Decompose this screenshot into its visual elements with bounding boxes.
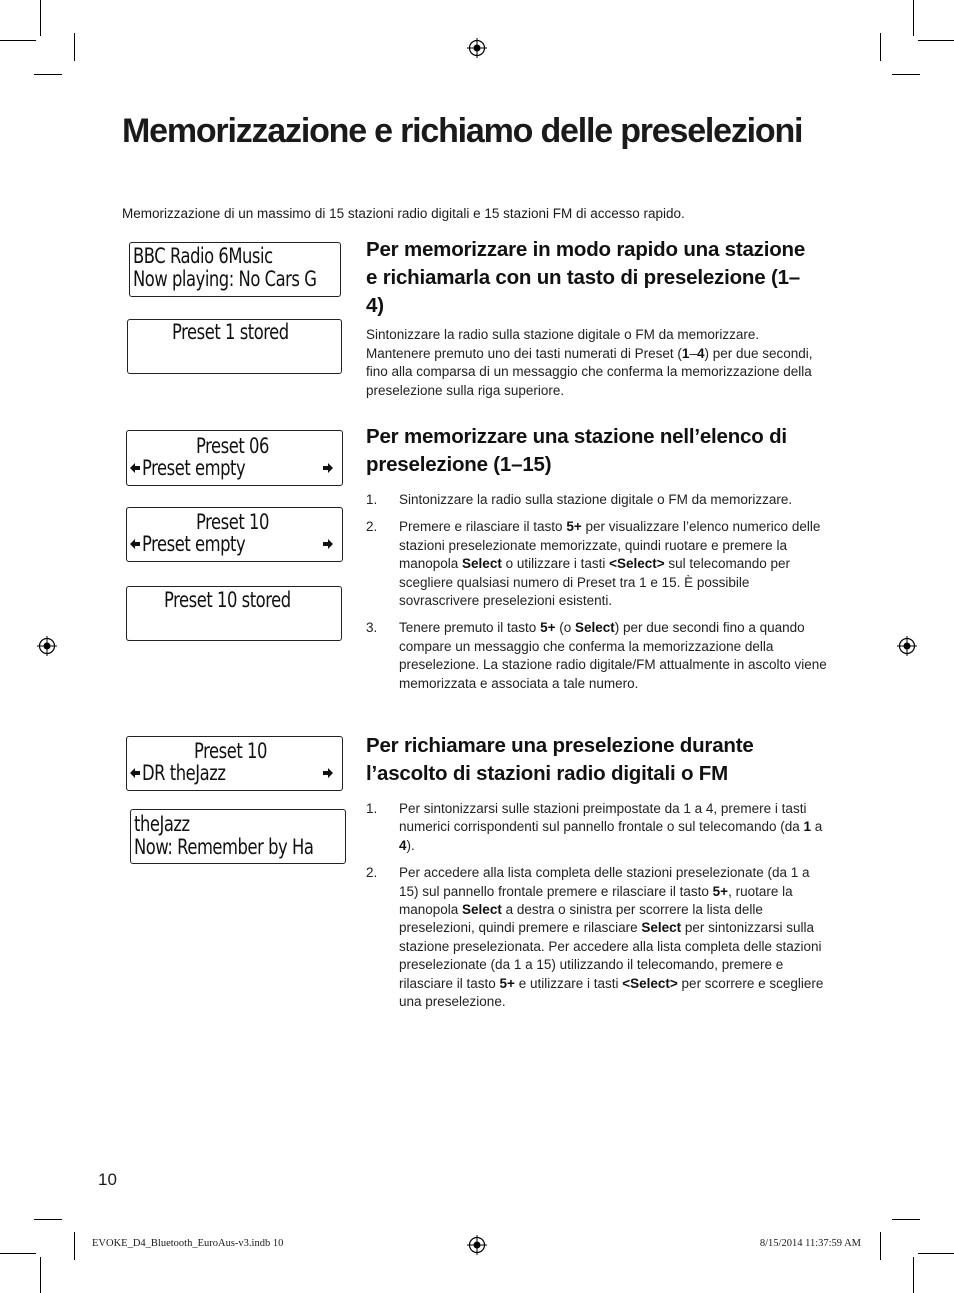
crop-mark — [913, 1257, 914, 1293]
list-item: 2. Per accedere alla lista completa delle stazioni preselezionate (da 1 a 15) sul pannello frontale premere e rilasciare il tasto 5+, ruotare la manopola Select a destra o sinistra per scorrere la lista delle preselezioni, quindi premere e rilasciare Select per sintonizzarsi sulla stazione preselezionata. Per accedere alla lista completa delle stazioni preselezionate (da 1 a 15) utilizzando il telecomando, premere e rilasciare il tasto 5+ e utilizzare i tasti <Select> per scorrere e scegliere una preselezione. — [366, 865, 824, 1010]
lcd-display-station — [129, 242, 341, 297]
lcd-line: Preset empty — [142, 456, 246, 480]
lcd-display-preset-stored — [127, 319, 342, 374]
crop-mark — [918, 40, 954, 41]
crop-mark — [892, 74, 920, 75]
list-item: 2. Premere e rilasciare il tasto 5+ per visualizzare l’elenco numerico delle stazioni preselezionate memorizzate, quindi ruotare e premere la manopola Select o utilizzare i tasti <Select> sul telecomando per scegliere qualsiasi numero di Preset tra 1 e 15. È possibile sovrascrivere preselezioni esistenti. — [366, 519, 821, 609]
steps-list — [366, 800, 826, 1020]
lcd-line: Preset 10 stored — [164, 588, 291, 612]
crop-mark — [880, 1232, 881, 1260]
lcd-display-station — [130, 809, 346, 864]
lcd-display-preset-list — [126, 507, 343, 562]
lcd-line: theJazz — [134, 812, 190, 836]
arrow-right-icon — [323, 539, 333, 549]
steps-list — [366, 491, 831, 702]
page-number: 10 — [98, 1170, 117, 1189]
crop-mark — [880, 33, 881, 61]
footer-timestamp: 8/15/2014 11:37:59 AM — [759, 1238, 861, 1249]
footer-filename: EVOKE_D4_Bluetooth_EuroAus-v3.indb 10 — [92, 1238, 284, 1249]
crop-mark — [913, 0, 914, 36]
arrow-left-icon — [130, 539, 140, 549]
lcd-line: Preset empty — [142, 532, 246, 556]
lcd-line: BBC Radio 6Music — [133, 244, 273, 268]
registration-mark-icon — [467, 1235, 487, 1255]
section-heading: Per memorizzare una stazione nell’elenco di preselezione (1–15) — [366, 425, 787, 476]
lcd-display-preset-list — [126, 430, 343, 486]
registration-mark-icon — [467, 38, 487, 58]
lcd-line: Preset 06 — [196, 434, 269, 458]
intro-text: Memorizzazione di un massimo di 15 stazioni radio digitali e 15 stazioni FM di accesso rapido. — [122, 206, 685, 221]
registration-mark-icon — [37, 636, 57, 656]
arrow-left-icon — [130, 768, 140, 778]
lcd-line: Now playing: No Cars G — [133, 267, 317, 291]
arrow-right-icon — [323, 768, 333, 778]
lcd-line: Preset 1 stored — [172, 320, 289, 344]
lcd-display-preset-stored — [126, 586, 342, 641]
crop-mark — [40, 0, 41, 36]
crop-mark — [74, 1232, 75, 1260]
crop-mark — [34, 1219, 62, 1220]
crop-mark — [918, 1253, 954, 1254]
registration-mark-icon — [897, 636, 917, 656]
section-body: Sintonizzare la radio sulla stazione digitale o FM da memorizzare. Mantenere premuto uno dei tasti numerati di Preset (1–4) per due secondi, fino alla comparsa di un messaggio che conferma la memorizzazione della preselezione sulla riga superiore. — [366, 327, 813, 398]
crop-mark — [34, 74, 62, 75]
lcd-line: Now: Remember by Ha — [134, 835, 314, 859]
lcd-line: Preset 10 — [196, 510, 269, 534]
crop-mark — [40, 1257, 41, 1293]
lcd-line: Preset 10 — [194, 739, 267, 763]
page-title: Memorizzazione e richiamo delle preselezioni — [122, 112, 803, 150]
lcd-line: DR theJazz — [142, 761, 226, 785]
section-heading: Per memorizzare in modo rapido una stazione e richiamarla con un tasto di preselezione (1–4) — [366, 238, 806, 317]
arrow-right-icon — [323, 463, 333, 473]
section-heading: Per richiamare una preselezione durante l’ascolto di stazioni radio digitali o FM — [366, 734, 754, 785]
lcd-display-preset-recall — [126, 736, 343, 791]
crop-mark — [0, 40, 36, 41]
list-item: 1. Per sintonizzarsi sulle stazioni preimpostate da 1 a 4, premere i tasti numerici corrispondenti sul pannello frontale o sul telecomando (da 1 a 4). — [366, 801, 823, 853]
arrow-left-icon — [130, 463, 140, 473]
list-item: 1. Sintonizzare la radio sulla stazione digitale o FM da memorizzare. — [366, 492, 793, 507]
crop-mark — [74, 33, 75, 61]
crop-mark — [0, 1253, 36, 1254]
crop-mark — [892, 1219, 920, 1220]
list-item: 3. Tenere premuto il tasto 5+ (o Select) per due secondi fino a quando compare un messaggio che conferma la memorizzazione della preselezione. La stazione radio digitale/FM attualmente in ascolto viene memorizzata e associata a tale numero. — [366, 620, 827, 691]
